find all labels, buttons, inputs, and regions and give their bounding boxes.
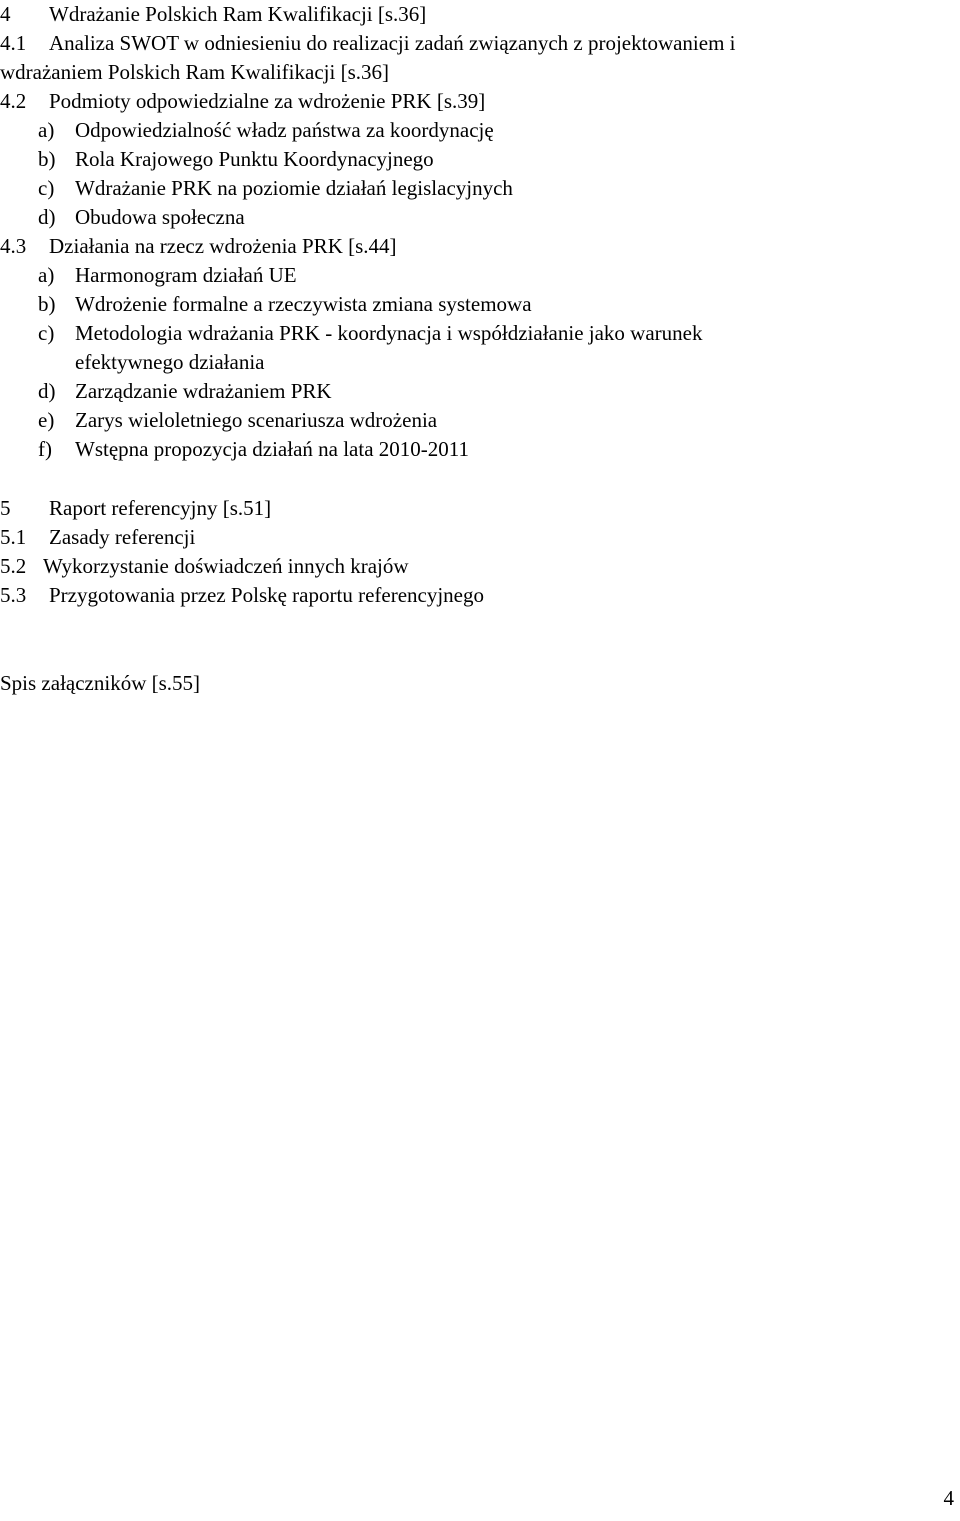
toc-subentry-4-3-e <box>38 410 437 431</box>
toc-letter: a) <box>38 118 55 142</box>
toc-subentry-4-2-d <box>38 207 245 228</box>
toc-number: 4.2 <box>0 89 27 113</box>
toc-letter: c) <box>38 321 55 345</box>
toc-letter: f) <box>38 437 52 461</box>
toc-subentry-4-3-a <box>38 265 297 286</box>
toc-text: Spis załączników [s.55] <box>0 671 201 695</box>
toc-letter: b) <box>38 147 56 171</box>
toc-entry-annexes <box>0 673 200 694</box>
toc-text: Raport referencyjny [s.51] <box>49 496 272 520</box>
toc-entry-5-1 <box>0 527 195 548</box>
toc-entry-5 <box>0 498 271 519</box>
toc-subentry-4-3-c <box>38 323 702 344</box>
toc-text: Zarządzanie wdrażaniem PRK <box>75 379 332 403</box>
toc-text: Wdrażanie PRK na poziomie działań legislacyjnych <box>75 176 513 200</box>
toc-number: 4.1 <box>0 31 27 55</box>
toc-entry-4-2 <box>0 91 485 112</box>
toc-number: 4.3 <box>0 234 27 258</box>
toc-text: Wstępna propozycja działań na lata 2010-2011 <box>75 437 469 461</box>
toc-subentry-4-3-f <box>38 439 469 460</box>
toc-text: Harmonogram działań UE <box>75 263 297 287</box>
toc-entry-5-3 <box>0 585 484 606</box>
toc-text: Podmioty odpowiedzialne za wdrożenie PRK [s.39] <box>49 89 486 113</box>
toc-text: efektywnego działania <box>75 350 265 374</box>
toc-entry-4-1 <box>0 33 736 54</box>
toc-letter: e) <box>38 408 55 432</box>
toc-subentry-4-2-a <box>38 120 494 141</box>
toc-text: Rola Krajowego Punktu Koordynacyjnego <box>75 147 434 171</box>
toc-text: Wykorzystanie doświadczeń innych krajów <box>43 554 409 578</box>
toc-text: wdrażaniem Polskich Ram Kwalifikacji [s.36] <box>0 60 389 84</box>
toc-text: Analiza SWOT w odniesieniu do realizacji zadań związanych z projektowaniem i <box>49 31 736 55</box>
toc-text: Działania na rzecz wdrożenia PRK [s.44] <box>49 234 397 258</box>
toc-entry-5-2 <box>0 556 409 577</box>
toc-text: Obudowa społeczna <box>75 205 245 229</box>
toc-text: Odpowiedzialność władz państwa za koordynację <box>75 118 494 142</box>
toc-entry-4-1-continuation <box>0 62 389 83</box>
toc-text: Zarys wieloletniego scenariusza wdrożenia <box>75 408 438 432</box>
toc-letter: c) <box>38 176 55 200</box>
toc-text: Zasady referencji <box>49 525 196 549</box>
toc-letter: b) <box>38 292 56 316</box>
toc-subentry-4-3-d <box>38 381 332 402</box>
toc-text: Wdrożenie formalne a rzeczywista zmiana systemowa <box>75 292 532 316</box>
toc-entry-4 <box>0 4 426 25</box>
toc-text: Wdrażanie Polskich Ram Kwalifikacji [s.36] <box>49 2 427 26</box>
toc-number: 5.1 <box>0 525 27 549</box>
toc-subentry-4-3-b <box>38 294 532 315</box>
toc-letter: d) <box>38 379 56 403</box>
toc-letter: d) <box>38 205 56 229</box>
toc-text: Metodologia wdrażania PRK - koordynacja i współdziałanie jako warunek <box>75 321 703 345</box>
toc-subentry-4-2-c <box>38 178 513 199</box>
toc-subentry-4-2-b <box>38 149 434 170</box>
page-number: 4 <box>943 1486 954 1510</box>
toc-text: Przygotowania przez Polskę raportu referencyjnego <box>49 583 484 607</box>
toc-number: 5.3 <box>0 583 27 607</box>
toc-number: 5.2 <box>0 554 27 578</box>
toc-number: 5 <box>0 496 11 520</box>
toc-subentry-4-3-c-continuation <box>75 352 265 373</box>
toc-letter: a) <box>38 263 55 287</box>
toc-number: 4 <box>0 2 11 26</box>
toc-entry-4-3 <box>0 236 397 257</box>
